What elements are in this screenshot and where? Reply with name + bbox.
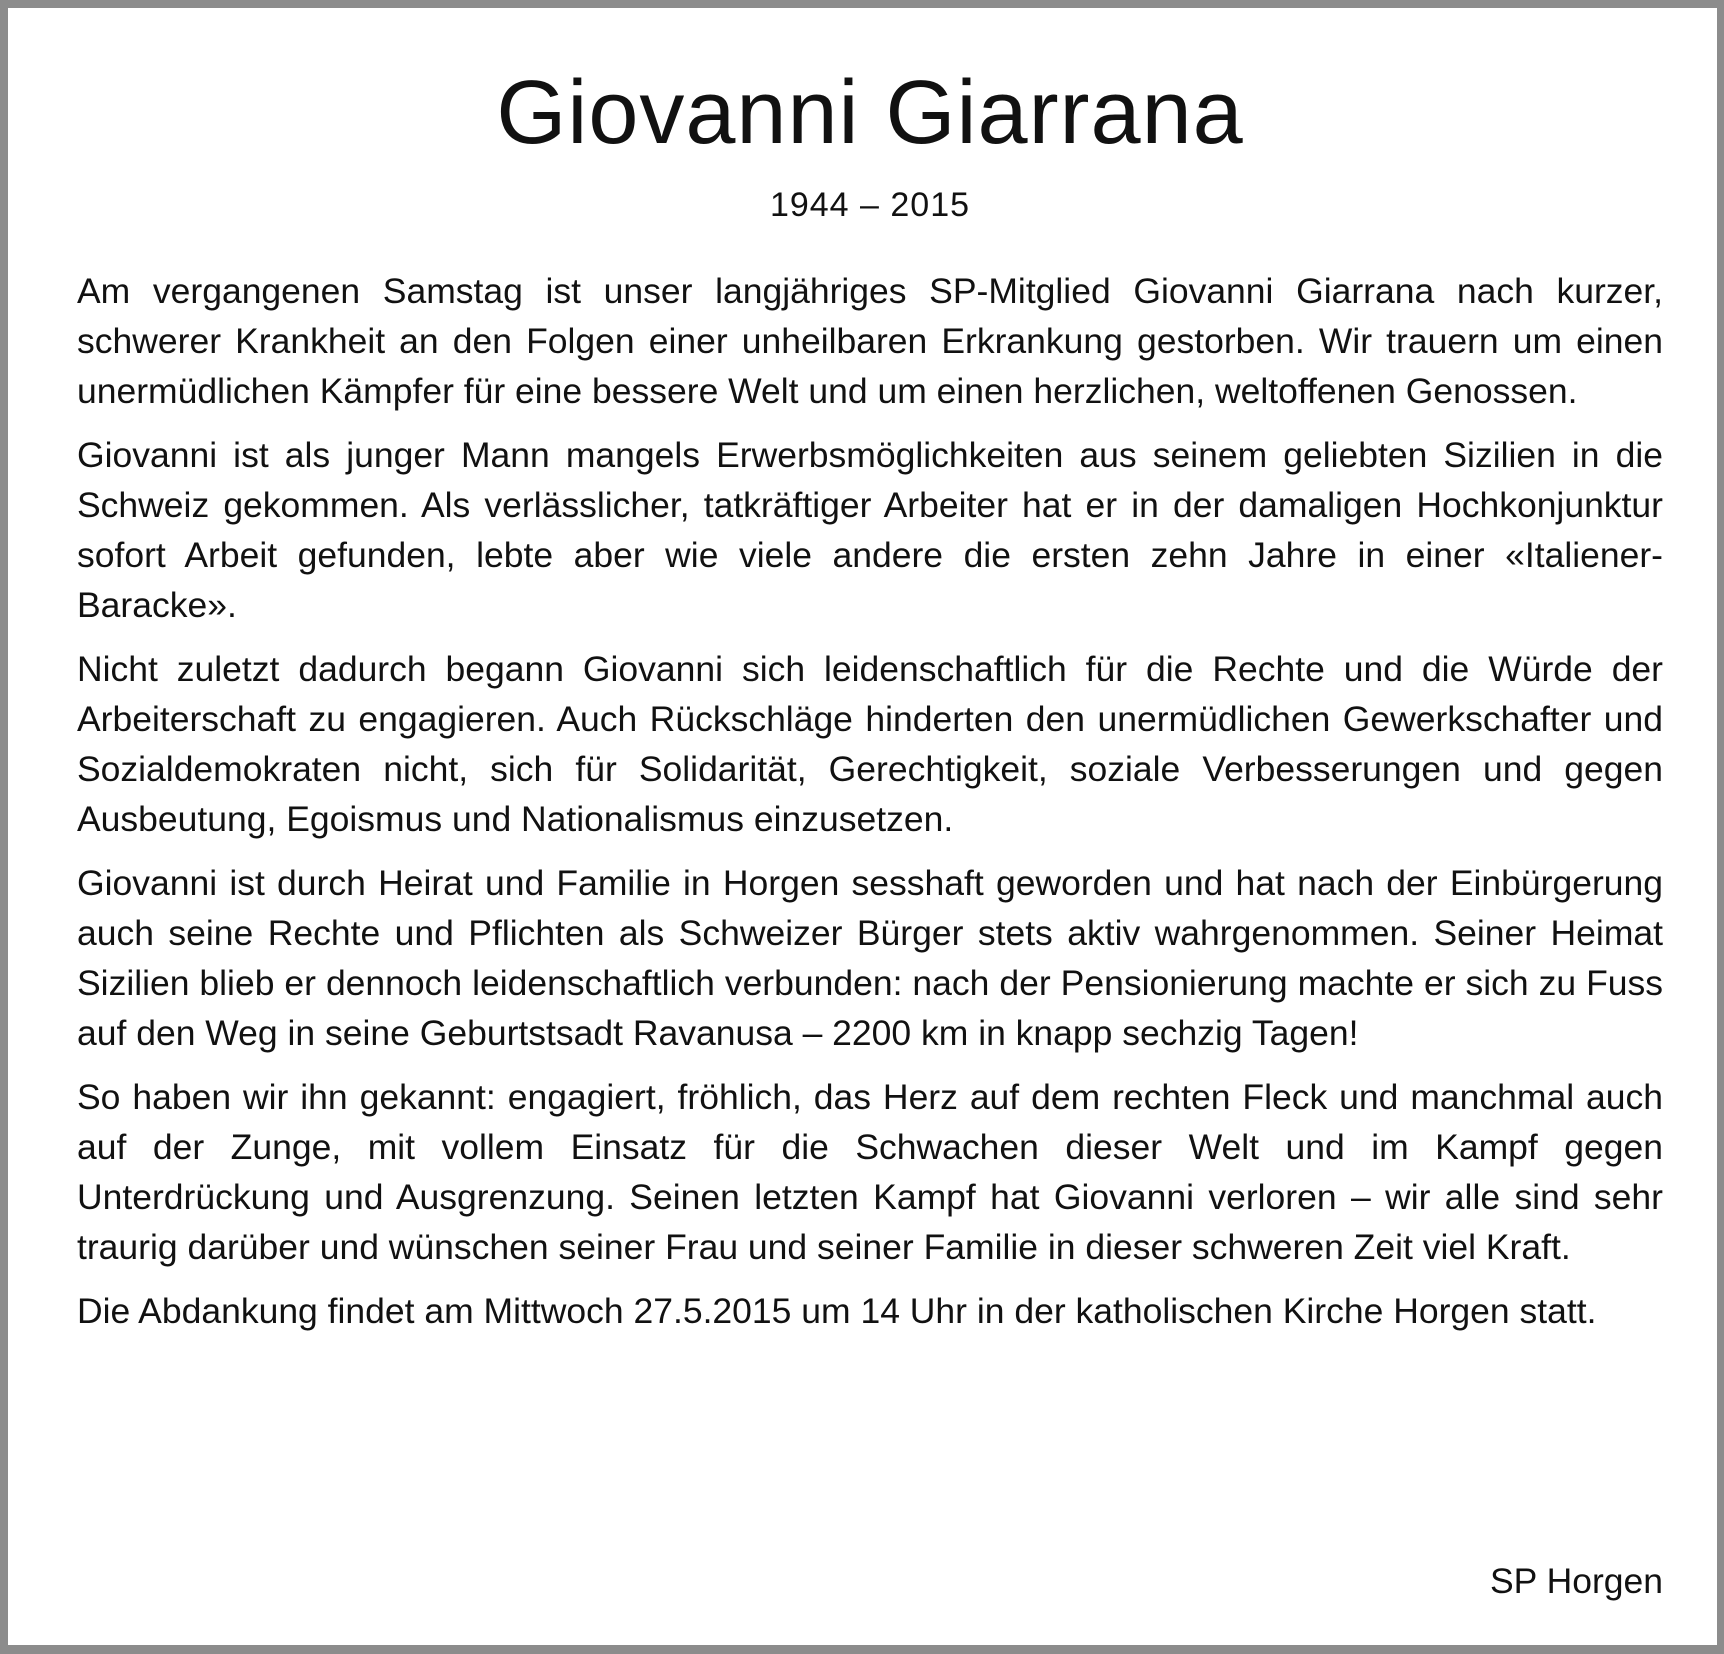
obituary-body	[77, 266, 1663, 1350]
deceased-name: Giovanni Giarrana	[496, 63, 1244, 163]
obituary-notice	[77, 8, 1663, 1653]
paragraph: Nicht zuletzt dadurch begann Giovanni sich leidenschaftlich für die Rechte und die Würde der Arbeiterschaft zu engagieren. Auch Rückschläge hinderten den unermüdlichen Gewerkschafter und Sozialdemokraten nicht, sich für Solidarität, Gerechtigkeit, soziale Verbesserungen und gegen Ausbeutung, Egoismus und Nationalismus einzusetzen.	[77, 649, 1663, 839]
life-dates: 1944 – 2015	[769, 186, 971, 224]
paragraph: Die Abdankung findet am Mittwoch 27.5.2015 um 14 Uhr in der katholischen Kirche Horgen statt.	[77, 1291, 1597, 1331]
paragraph: Giovanni ist als junger Mann mangels Erwerbsmöglichkeiten aus seinem geliebten Sizilien in die Schweiz gekommen. Als verlässlicher, tatkräftiger Arbeiter hat er in der damaligen Hochkonjunktur sofort Arbeit gefunden, lebte aber wie viele andere die ersten zehn Jahre in einer «Italiener-Baracke».	[77, 435, 1663, 625]
paragraph: Am vergangenen Samstag ist unser langjähriges SP-Mitglied Giovanni Giarrana nach kurzer, schwerer Krankheit an den Folgen einer unheilbaren Erkrankung gestorben. Wir trauern um einen unermüdlichen Kämpfer für eine bessere Welt und um einen herzlichen, weltoffenen Genossen.	[77, 271, 1663, 411]
signature: SP Horgen	[1489, 1561, 1663, 1601]
paragraph: So haben wir ihn gekannt: engagiert, fröhlich, das Herz auf dem rechten Fleck und manchmal auch auf der Zunge, mit vollem Einsatz für die Schwachen dieser Welt und im Kampf gegen Unterdrückung und Ausgrenzung. Seinen letzten Kampf hat Giovanni verloren – wir alle sind sehr traurig darüber und wünschen seiner Frau und seiner Familie in dieser schweren Zeit viel Kraft.	[77, 1077, 1663, 1267]
paragraph: Giovanni ist durch Heirat und Familie in Horgen sesshaft geworden und hat nach der Einbürgerung auch seine Rechte und Pflichten als Schweizer Bürger stets aktiv wahrgenommen. Seiner Heimat Sizilien blieb er dennoch leidenschaftlich verbunden: nach der Pensionierung machte er sich zu Fuss auf den Weg in seine Geburtstsadt Ravanusa – 2200 km in knapp sechzig Tagen!	[77, 863, 1663, 1053]
